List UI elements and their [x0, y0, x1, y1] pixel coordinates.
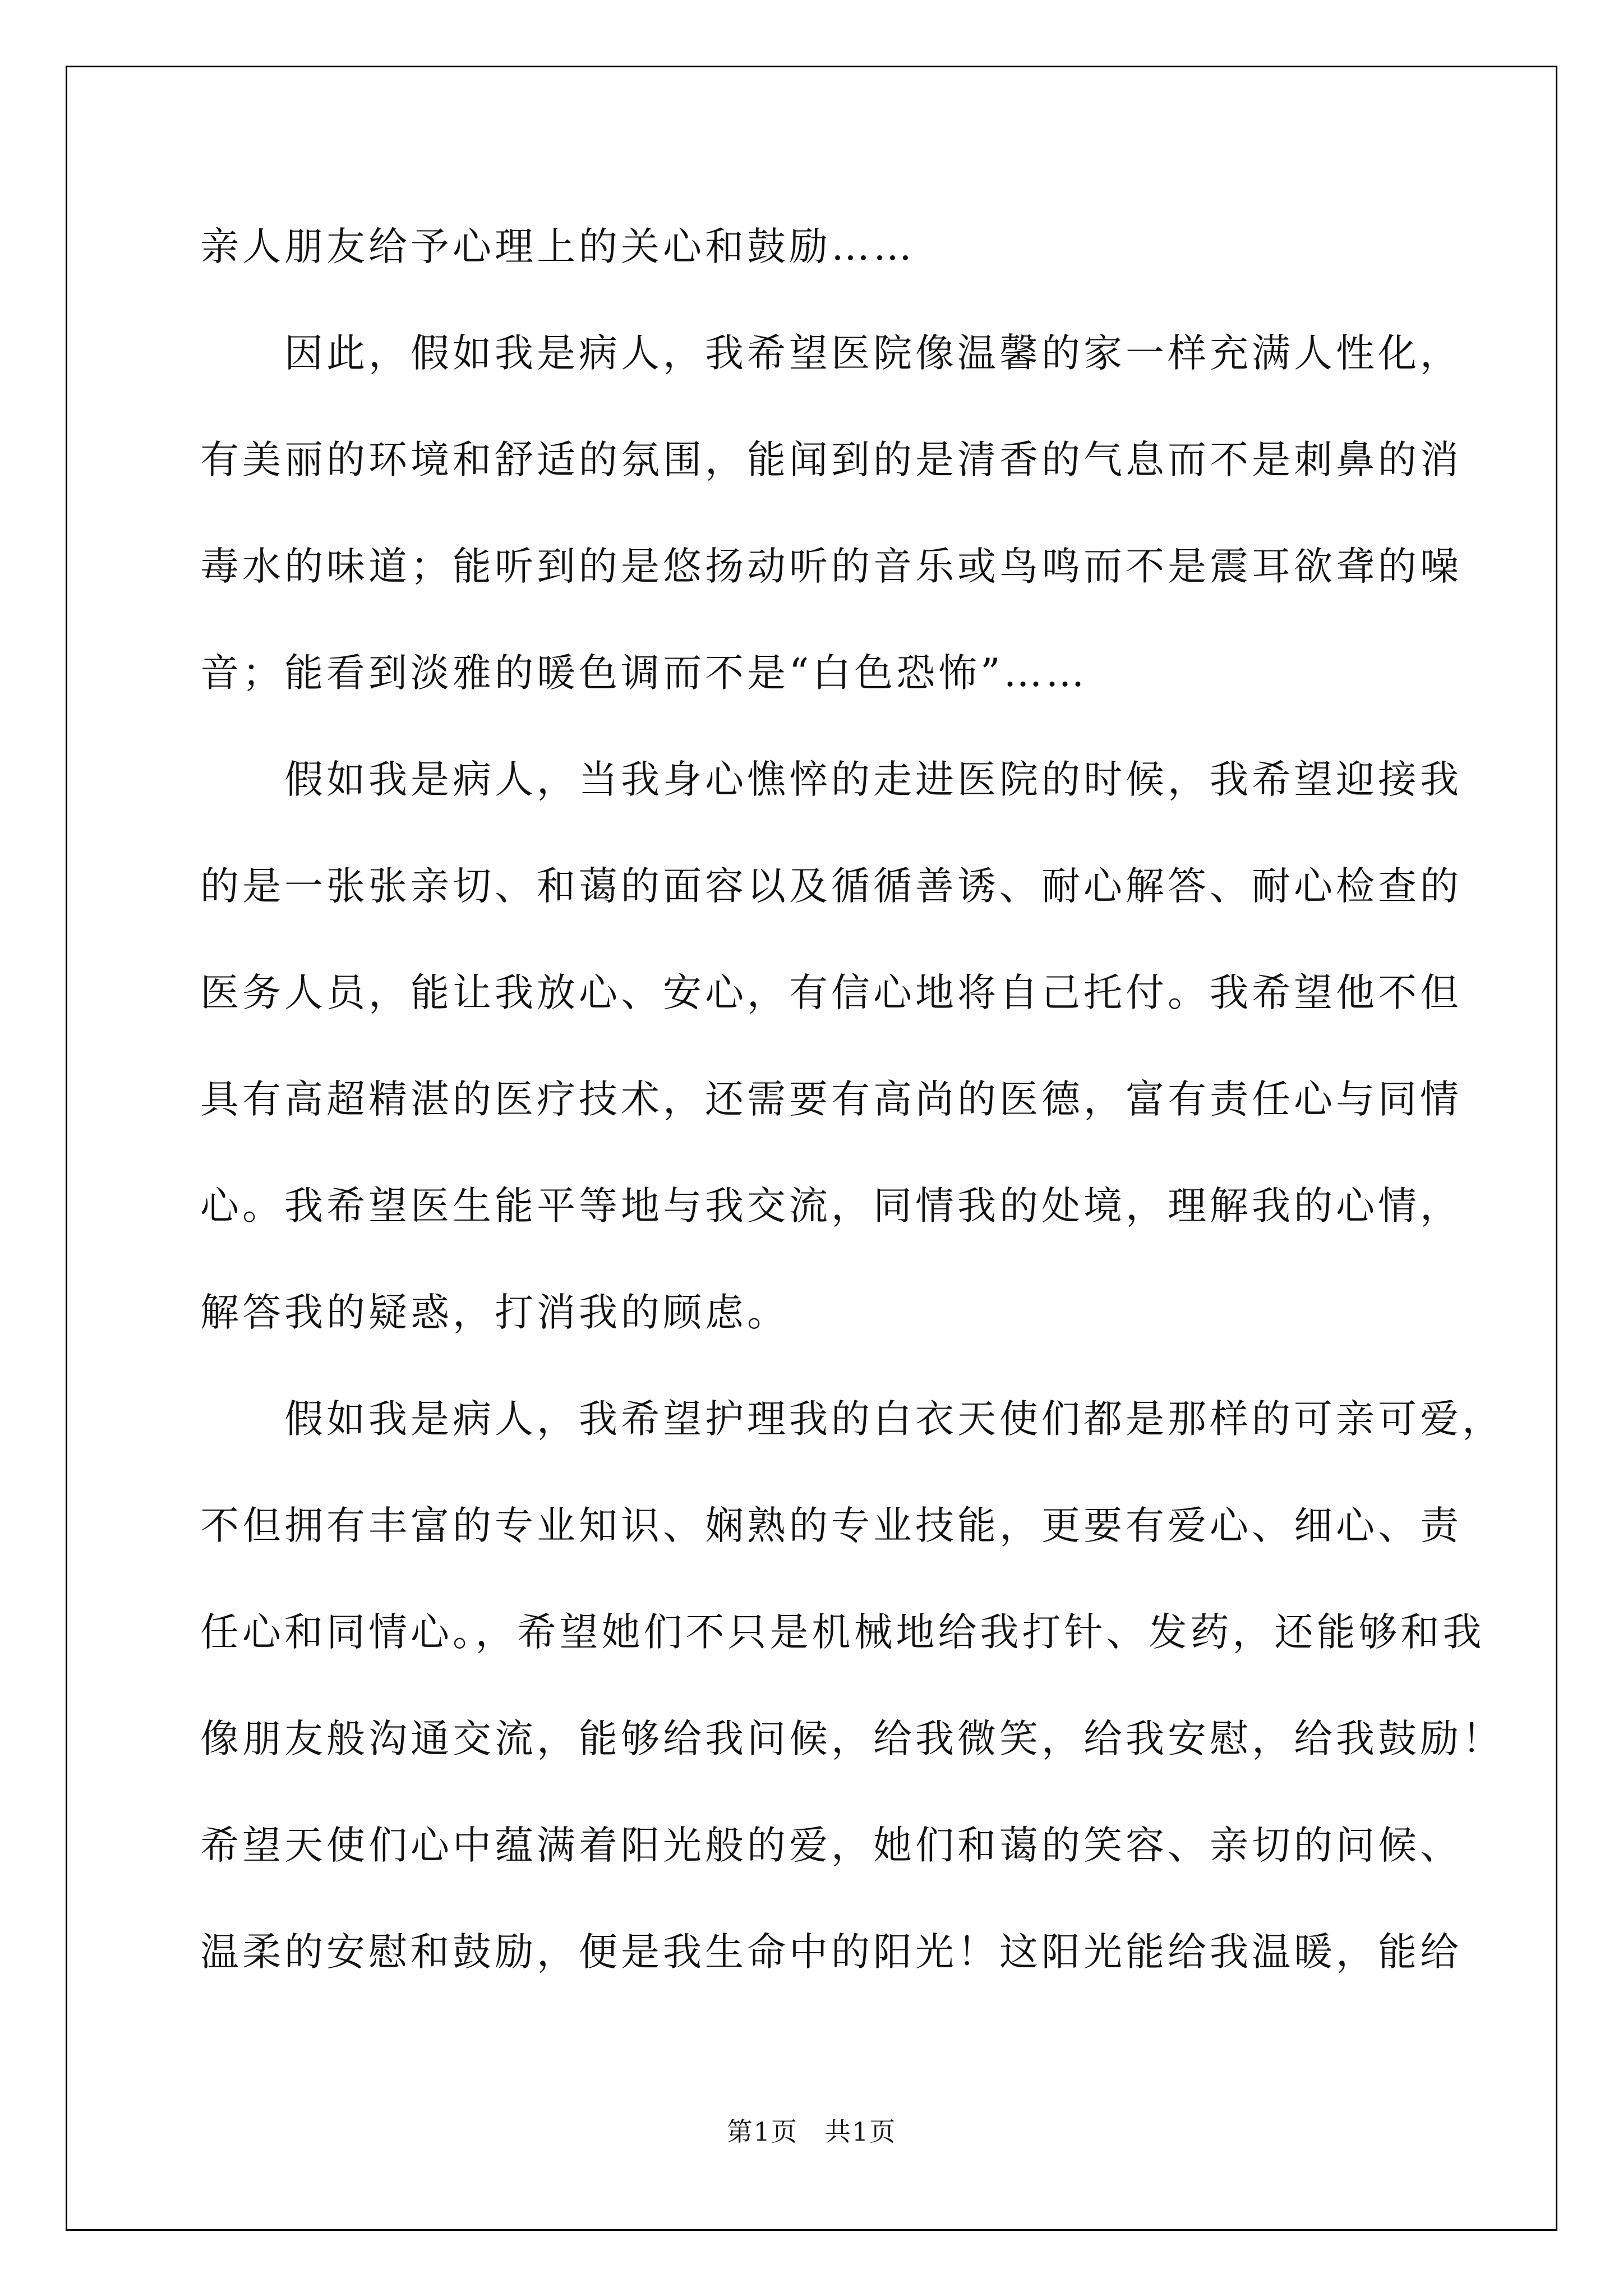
text-line: 像朋友般沟通交流，能够给我问候，给我微笑，给我安慰，给我鼓励！	[200, 1717, 1504, 1761]
text-line: 假如我是病人，我希望护理我的白衣天使们都是那样的可亲可爱，	[284, 1397, 1504, 1442]
text-line: 心。我希望医生能平等地与我交流，同情我的处境，理解我的心情，	[200, 1184, 1462, 1228]
text-line: 希望天使们心中蕴满着阳光般的爱，她们和蔼的笑容、亲切的问候、	[200, 1823, 1462, 1868]
text-line: 具有高超精湛的医疗技术，还需要有高尚的医德，富有责任心与同情	[200, 1077, 1462, 1122]
page-border	[66, 66, 1557, 2231]
text-line: 音；能看到淡雅的暖色调而不是“白色恐怖”……	[200, 651, 1088, 696]
text-line: 不但拥有丰富的专业知识、娴熟的专业技能，更要有爱心、细心、责	[200, 1503, 1462, 1548]
text-line: 因此，假如我是病人，我希望医院像温馨的家一样充满人性化，	[284, 331, 1462, 376]
text-line: 医务人员，能让我放心、安心，有信心地将自己托付。我希望他不但	[200, 970, 1462, 1015]
page-number-footer: 第1页 共1页	[726, 2116, 897, 2147]
text-line: 亲人朋友给予心理上的关心和鼓励……	[200, 224, 915, 269]
text-line: 假如我是病人，当我身心憔悴的走进医院的时候，我希望迎接我	[284, 757, 1462, 802]
text-line: 的是一张张亲切、和蔼的面容以及循循善诱、耐心解答、耐心检查的	[200, 864, 1462, 909]
text-line: 毒水的味道；能听到的是悠扬动听的音乐或鸟鸣而不是震耳欲聋的噪	[200, 544, 1462, 589]
text-line: 有美丽的环境和舒适的氛围，能闻到的是清香的气息而不是刺鼻的消	[200, 438, 1462, 482]
text-line: 任心和同情心。，希望她们不只是机械地给我打针、发药，还能够和我	[200, 1610, 1485, 1655]
text-line: 温柔的安慰和鼓励，便是我生命中的阳光！这阳光能给我温暖，能给	[200, 1930, 1462, 1975]
text-line: 解答我的疑惑，打消我的顾虑。	[200, 1290, 789, 1335]
